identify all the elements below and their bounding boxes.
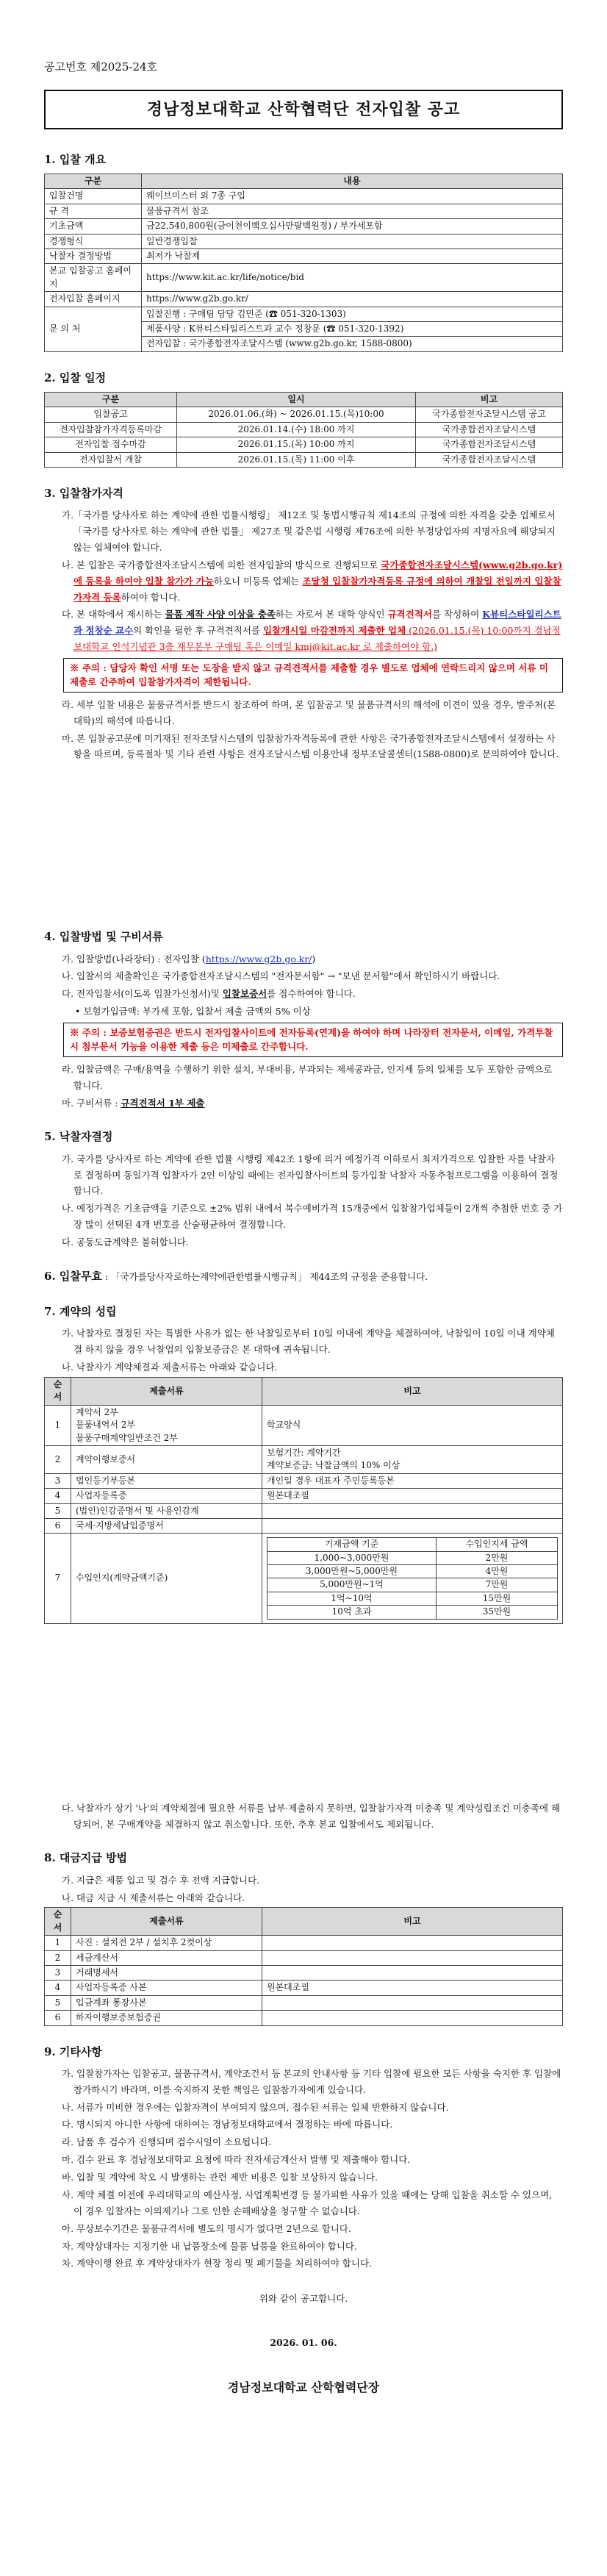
table-row [45, 1473, 563, 1488]
row-number: 3 [45, 1965, 71, 1980]
payment-col: 비고 [262, 1908, 563, 1936]
section-misc [44, 2042, 563, 2272]
text-run: 의 확인을 필한 후 규격견적서를 [133, 625, 263, 637]
stamp-cell: 7만원 [437, 1578, 558, 1592]
schedule-cell: 2026.01.15.(목) 10:00 까지 [177, 437, 416, 452]
table-row [45, 407, 563, 422]
stamp-cell: 3,000만원~5,000만원 [267, 1565, 437, 1578]
table-row [45, 1445, 563, 1473]
winner-item-b: 나. 예정가격은 기초금액을 기준으로 ±2% 범위 내에서 복수예비가격 15개중에서 입찰참가업체들이 2개씩 추첨한 번호 중 가장 많이 선택된 4개 번호를 산술평균하여 결정합니다. [62, 1203, 563, 1231]
qualification-item-e: 마. 본 입찰공고문에 미기재된 전자조달시스템의 입찰참가자격등록에 관한 사항은 국가종합전자조달시스템에서 설정하는 사항을 따르며, 등록절차 및 기타 관련 사항은 전자조달시스템 이용안내 정부조달콜센터(1588-0800)로 문의하여야 합니다. [62, 732, 559, 760]
overview-key: 낙찰자 결정방법 [45, 248, 142, 263]
stamp-col: 기재금액 기준 [267, 1538, 437, 1551]
stamp-cell: 15만원 [437, 1592, 558, 1605]
payment-item-a: 가. 지급은 제품 입고 및 검수 후 전액 지급합니다. [62, 1874, 260, 1886]
overview-key: 문 의 처 [45, 307, 142, 351]
row-number: 4 [45, 1981, 71, 1995]
text-run: ) [312, 953, 316, 965]
table-row [45, 1405, 563, 1445]
table-row [45, 204, 563, 218]
note-line: 보험기간: 계약기간 [267, 1447, 341, 1458]
text-run: 다. 전자입찰서(이도록 입찰가신청서)및 [62, 988, 223, 1000]
misc-item: 차. 계약이행 완료 후 계약상대자가 현장 정리 및 폐기물을 처리하여야 합니다. [62, 2258, 373, 2269]
announcement-date: 2026. 01. 06. [270, 2337, 337, 2349]
section-heading-payment: 8. 대금지급 방법 [44, 1851, 128, 1865]
section-qualification [44, 484, 563, 911]
misc-item: 바. 입찰 및 계약에 착오 시 발생하는 관련 제반 비용은 입찰 보상하지 않습니다. [62, 2172, 378, 2183]
row-number: 2 [45, 1445, 71, 1473]
table-row [45, 1965, 563, 1980]
schedule-cell: 국가종합전자조달시스템 [416, 437, 563, 452]
table-row [45, 1534, 563, 1623]
note-cell [262, 2011, 563, 2025]
table-row [45, 248, 563, 263]
misc-item: 가. 입찰참가자는 입찰공고, 물품규격서, 계약조건서 등 본교의 안내사항 등 기타 입찰에 필요한 모든 사항을 숙지한 후 입찰에 참가하시기 바라며, 이를 숙지하지 못한 책임은 입찰참가자에게 있습니다. [62, 2067, 561, 2095]
note-cell: 개인일 경우 대표자 주민등록등본 [262, 1473, 563, 1488]
g2b-url[interactable]: https://www.g2b.go.kr/ [142, 292, 563, 307]
table-row [45, 1995, 563, 2010]
text-run: 하여야 합니다. [121, 591, 181, 603]
table-row [45, 307, 563, 351]
doc-cell: 사진 : 설치전 2부 / 설치후 2컷이상 [71, 1936, 262, 1950]
section-contract [44, 1302, 563, 1832]
schedule-cell: 입찰공고 [45, 407, 177, 422]
doc-line: 계약서 2부 [76, 1406, 118, 1417]
row-number: 2 [45, 1950, 71, 1965]
schedule-col: 일시 [177, 392, 416, 407]
doc-cell: 사업자등록증 사본 [71, 1981, 262, 1995]
winner-item-c: 다. 공동도급계약은 불허합니다. [62, 1237, 189, 1248]
g2b-link[interactable]: https://www.g2b.go.kr/ [205, 953, 312, 965]
misc-item: 나. 서류가 미비한 경우에는 입찰자격이 부여되지 않으며, 접수된 서류는 일체 반환하지 않습니다. [62, 2101, 449, 2113]
blank-space [44, 764, 563, 911]
document-title: 경남정보대학교 산학협력단 전자입찰 공고 [44, 90, 563, 129]
contract-item-a: 가. 낙찰자로 결정된 자는 특별한 사유가 없는 한 낙찰일로부터 10일 이내에 계약을 체결하여야, 낙찰일이 10일 이내 계약체결 하지 않을 경우 낙찰업의 입찰보증금은 본 대학에 귀속됩니다. [62, 1328, 555, 1356]
stamp-cell: 1,000~3,000만원 [267, 1551, 437, 1564]
overview-key: 입찰건명 [45, 189, 142, 204]
section-heading-misc: 9. 기타사항 [44, 2044, 102, 2058]
warning-box-bond: ※ 주의 : 보증보험증권은 반드시 전자입찰사이트에 전자등록(연계)을 하여야 하며 나라장터 전자문서, 이메일, 가격투찰시 첨부문서 기능을 이용한 제출 등은 미제출로 간주합니다. [63, 1023, 563, 1057]
table-row [45, 452, 563, 467]
text-run: 나. 본 입찰은 국가종합전자조달시스템에 의한 전자입찰의 방식으로 진행되므로 [62, 559, 381, 570]
overview-value: 금22,540,800원(금이천이백오십사만팔백원정) / 부가세포함 [142, 219, 563, 234]
qualification-item-c [44, 607, 563, 655]
note-cell: 원본대조필 [262, 1981, 563, 1995]
section-winner [44, 1127, 563, 1251]
table-row [45, 1950, 563, 1965]
school-bid-url[interactable]: https://www.kit.ac.kr/life/notice/bid [142, 264, 563, 292]
doc-cell: 입금계좌 통장사본 [71, 1995, 262, 2010]
misc-item: 자. 계약상대자는 지정기한 내 납품장소에 물품 납품을 완료하여야 합니다. [62, 2240, 357, 2252]
doc-cell: (법인)인감증명서 및 사용인감계 [71, 1503, 262, 1518]
table-row [45, 437, 563, 452]
table-row [267, 1578, 558, 1592]
overview-table [44, 173, 563, 352]
schedule-cell: 2026.01.14.(수) 18:00 까지 [177, 422, 416, 437]
stamp-tax-table [267, 1537, 558, 1619]
note-cell [262, 1950, 563, 1965]
contract-item-b: 나. 낙찰자가 계약체결과 제출서류는 아래와 같습니다. [62, 1362, 278, 1373]
bid-method-item-a [44, 951, 563, 967]
text-run: 하오니 미등록 업체는 [213, 575, 303, 587]
contact-line: 입찰진행 : 구매팀 담당 김민준 (☎ 051-320-1303) [142, 307, 562, 322]
doc-cell: 거래명세서 [71, 1965, 262, 1980]
overview-col-key: 구분 [45, 174, 142, 189]
note-cell [262, 1503, 563, 1518]
qualification-item-a: 가.「국가를 당사자로 하는 계약에 관한 법률시행령」 제12조 및 동법시행규칙 제14조의 규정에 의한 자격을 갖춘 업체로서 「국가를 당사자로 하는 계약에 관한 법률」 제27조 및 같은법 시행령 제76조에 의한 부정당업자의 지명자요에 해당되지 않는 업체여야 합니다. [62, 509, 556, 553]
schedule-cell: 전자입찰참가자격등록마감 [45, 422, 177, 437]
payment-col: 순서 [45, 1908, 71, 1936]
stamp-cell: 2만원 [437, 1551, 558, 1564]
text-run: 를 작성하여 [431, 609, 483, 620]
text-run-emphasis: (2026.01.15.(목) 10:00까지 경남정보대학교 인석기념관 3층 재무본부 구매팀 혹은 이메일 kmj@kit.ac.kr 로 제출하여야 함.) [73, 625, 561, 653]
overview-value: 웨이브미스터 외 7종 구입 [142, 189, 563, 204]
payment-docs-table [44, 1907, 563, 2025]
table-row [45, 264, 563, 292]
overview-key: 본교 입찰공고 홈페이지 [45, 264, 142, 292]
bid-method-subitem: • 보험가입금액: 부가세 포함, 입찰서 제출 금액의 5% 이상 [75, 1006, 311, 1017]
section-bid-method [44, 927, 563, 1111]
section-overview [44, 150, 563, 352]
text-run-emphasis: 규격견적서 [387, 609, 432, 620]
contract-item-c: 다. 낙찰자가 상기 '나'의 계약체결에 필요한 서류를 납부·제출하지 못하면, 입찰참가자격 미충족 및 계약성립조건 미충족에 해당되어, 본 구매계약을 체결하지 않고 취소합니다. 또한, 추후 본교 입찰에서도 제외됩니다. [62, 1802, 561, 1830]
note-cell [262, 1965, 563, 1980]
qualification-item-d: 라. 세부 입찰 내용은 물품규격서를 반드시 참조하여 하며, 본 입찰공고 및 물품규격서의 해석에 이견이 있을 경우, 발주처(본대학)의 해석에 따릅니다. [62, 698, 556, 726]
invalid-line [44, 1267, 563, 1286]
blank-space [44, 1624, 563, 1800]
table-row [45, 1503, 563, 1518]
row-number: 4 [45, 1489, 71, 1503]
row-number: 5 [45, 1995, 71, 2010]
schedule-table [44, 392, 563, 468]
overview-key: 기초금액 [45, 219, 142, 234]
overview-key: 전자입찰 홈페이지 [45, 292, 142, 307]
schedule-cell: 2026.01.06.(화) ~ 2026.01.15.(목)10:00 [177, 407, 416, 422]
stamp-col: 수입인지세 금액 [437, 1538, 558, 1551]
doc-cell: 사업자등록증 [71, 1489, 262, 1503]
note-line: 계약보증금: 낙찰금액의 10% 이상 [267, 1460, 401, 1471]
row-number: 6 [45, 1518, 71, 1533]
note-cell [262, 1995, 563, 2010]
note-cell [262, 1518, 563, 1533]
qualification-item-b [44, 557, 563, 606]
table-row [267, 1592, 558, 1605]
doc-cell [71, 1405, 262, 1445]
row-number: 3 [45, 1473, 71, 1488]
text-run-emphasis: 조달청 입찰참가자격등록 규정에 의하여 개찰일 전일까지 입찰참가자격 등록 [73, 575, 561, 603]
table-row [45, 189, 563, 204]
overview-value: 일반경쟁입찰 [142, 234, 563, 248]
text-run: 를 접수하여야 합니다. [267, 988, 356, 1000]
section-heading-contract: 7. 계약의 성립 [44, 1305, 117, 1319]
stamp-cell: 10억 초과 [267, 1606, 437, 1619]
contact-line: 전자입찰 : 국가종합전자조달시스템 (www.g2b.go.kr, 1588-0800) [146, 338, 412, 349]
text-run: 마. 구비서류 : [62, 1097, 121, 1109]
table-row [45, 2011, 563, 2025]
warning-box-quote: ※ 주의 : 담당자 확인 서명 또는 도장을 받지 않고 규격견적서를 제출할 경우 별도로 업체에 연락드리지 않으며 서류 미제출로 간주하여 입찰참가자격이 제한됩니다. [63, 658, 563, 693]
bid-method-item-d: 라. 입찰금액은 구매/용역을 수행하기 위한 설치, 부대비용, 부과되는 제세공과금, 인지세 등의 일체를 모두 포함한 금액으로 합니다. [62, 1063, 553, 1091]
doc-cell: 하자이행보증보험증권 [71, 2011, 262, 2025]
overview-key: 규 격 [45, 204, 142, 218]
schedule-cell: 전자입찰서 개찰 [45, 452, 177, 467]
text-run-emphasis: 입찰개시일 마감전까지 제출한 업체 [263, 625, 406, 637]
section-invalid [44, 1267, 563, 1286]
schedule-cell: 전자입찰 접수마감 [45, 437, 177, 452]
bid-method-item-e [44, 1095, 563, 1112]
table-row [45, 1936, 563, 1950]
table-row [267, 1551, 558, 1564]
note-cell: 학교양식 [262, 1405, 563, 1445]
note-cell [262, 1534, 563, 1623]
contact-line: 제품사양 : K뷰티스타일리스트과 교수 정창문 (☎ 051-320-1392) [142, 322, 562, 337]
text-run-emphasis: 규격견적서 1부 제출 [121, 1097, 205, 1109]
table-row [267, 1606, 558, 1619]
section-heading-bid-method: 4. 입찰방법 및 구비서류 [44, 930, 163, 944]
contract-col: 제출서류 [71, 1378, 262, 1406]
doc-line: 물품내역서 2부 [76, 1420, 136, 1431]
section-heading-qualification: 3. 입찰참가자격 [44, 486, 123, 500]
table-row [45, 1489, 563, 1503]
section-heading-winner: 5. 낙찰자결정 [44, 1130, 113, 1144]
overview-col-value: 내용 [142, 174, 563, 189]
table-row [45, 1518, 563, 1533]
issuing-organization: 경남정보대학교 산학협력단장 [227, 2380, 380, 2395]
payment-col: 제출서류 [71, 1908, 262, 1936]
schedule-cell: 국가종합전자조달시스템 [416, 422, 563, 437]
doc-cell: 수입인지(계약금액기준) [71, 1534, 262, 1623]
doc-cell: 법인등기부등본 [71, 1473, 262, 1488]
contact-cell [142, 307, 563, 351]
winner-item-a: 가. 국가를 당사자로 하는 계약에 관한 법률 시행령 제42조 1항에 의거 예정가격 이하로서 최저가격으로 입찰한 자를 낙찰자로 결정하며 동일가격 입찰자가 2인 이상일 때에는 전자입찰사이트의 등가입찰 낙찰자 자동추첨프로그램을 이용하여 결정합니다. [62, 1153, 558, 1197]
table-row [45, 422, 563, 437]
contract-col: 순서 [45, 1378, 71, 1406]
table-row [45, 1981, 563, 1995]
table-row [267, 1565, 558, 1578]
text-run-emphasis: 물품 제작 사양 이상을 충족 [165, 609, 276, 620]
closing-statement: 위와 같이 공고합니다. [259, 2293, 348, 2305]
row-number: 1 [45, 1936, 71, 1950]
table-row [45, 292, 563, 307]
row-number: 5 [45, 1503, 71, 1518]
notice-number: 공고번호 제2025-24호 [44, 60, 158, 74]
section-payment [44, 1848, 563, 2025]
doc-cell: 국세·지방세납입증명서 [71, 1518, 262, 1533]
misc-item: 아. 무상보수기간은 물품규격서에 별도의 명시가 없다면 2년으로 합니다. [62, 2222, 351, 2234]
table-row [45, 219, 563, 234]
contract-docs-table [44, 1377, 563, 1624]
overview-key: 경쟁형식 [45, 234, 142, 248]
misc-item: 마. 검수 완료 후 경남정보대학교 요청에 따라 전자세금계산서 발행 및 제출해야 합니다. [62, 2154, 411, 2166]
note-cell [262, 1445, 563, 1473]
section-heading-schedule: 2. 입찰 일정 [44, 371, 107, 384]
section-heading-invalid: 6. 입찰무효 [44, 1269, 102, 1283]
doc-line: 물품구매계약일반조건 2부 [76, 1432, 178, 1443]
contract-col: 비고 [262, 1378, 563, 1406]
row-number: 1 [45, 1405, 71, 1445]
misc-item: 다. 명시되지 아니한 사항에 대하여는 경남정보대학교에서 결정하는 바에 따릅니다. [62, 2119, 393, 2130]
note-cell: 원본대조필 [262, 1489, 563, 1503]
payment-item-b: 나. 대금 지급 시 제출서류는 아래와 같습니다. [62, 1892, 245, 1903]
misc-item: 사. 계약 체결 이전에 우리대학교의 예산사정, 사업계획변경 등 불가피한 사유가 있을 때에는 당해 입찰을 취소할 수 있으며, 이 경우 입찰자는 이의제기나 그로 인한 손해배상을 청구할 수 없습니다. [62, 2189, 553, 2217]
note-cell [262, 1936, 563, 1950]
bid-method-item-b: 나. 입찰서의 제출확인은 국가종합전자조달시스템의 "전자문서함" → "보낸 문서함"에서 확인하시기 바랍니다. [62, 970, 500, 982]
row-number: 6 [45, 2011, 71, 2025]
invalid-text: : 「국가를당사자로하는계약에관한법률시행규칙」 제44조의 규정을 준용합니다. [101, 1270, 428, 1282]
doc-cell: 세금계산서 [71, 1950, 262, 1965]
schedule-cell: 국가종합전자조달시스템 [416, 452, 563, 467]
schedule-col: 비고 [416, 392, 563, 407]
table-row [45, 234, 563, 248]
overview-value: 물품규격서 참조 [142, 204, 563, 218]
row-number: 7 [45, 1534, 71, 1623]
text-run: 가. 입찰방법(나라장터) : 전자입찰 ( [62, 953, 206, 965]
section-heading-overview: 1. 입찰 개요 [44, 152, 107, 166]
stamp-cell: 4만원 [437, 1565, 558, 1578]
overview-value: 최저가 낙찰제 [142, 248, 563, 263]
text-run: 다. 본 대학에서 제시하는 [62, 609, 165, 620]
text-run-emphasis: 국가종합전자조달시스템(www.g2b.go.kr)에 등록을 하여야 입찰 참가가 가능 [73, 559, 563, 587]
schedule-cell: 2026.01.15.(목) 11:00 이후 [177, 452, 416, 467]
stamp-cell: 35만원 [437, 1606, 558, 1619]
text-run: 하는 자로서 본 대학 양식인 [275, 609, 388, 620]
bid-method-item-c [44, 986, 563, 1002]
doc-cell: 계약이행보증서 [71, 1445, 262, 1473]
misc-item: 라. 납품 후 검수가 진행되며 검수시일이 소요됩니다. [62, 2136, 272, 2148]
stamp-cell: 5,000만원~1억 [267, 1578, 437, 1592]
text-run-emphasis: K뷰티스타일리스트과 정창순 교수 [73, 609, 561, 637]
schedule-cell: 국가종합전자조달시스템 공고 [416, 407, 563, 422]
text-run-emphasis: 입찰보증서 [222, 988, 267, 1000]
stamp-cell: 1억~10억 [267, 1592, 437, 1605]
section-schedule [44, 368, 563, 468]
schedule-col: 구분 [45, 392, 177, 407]
